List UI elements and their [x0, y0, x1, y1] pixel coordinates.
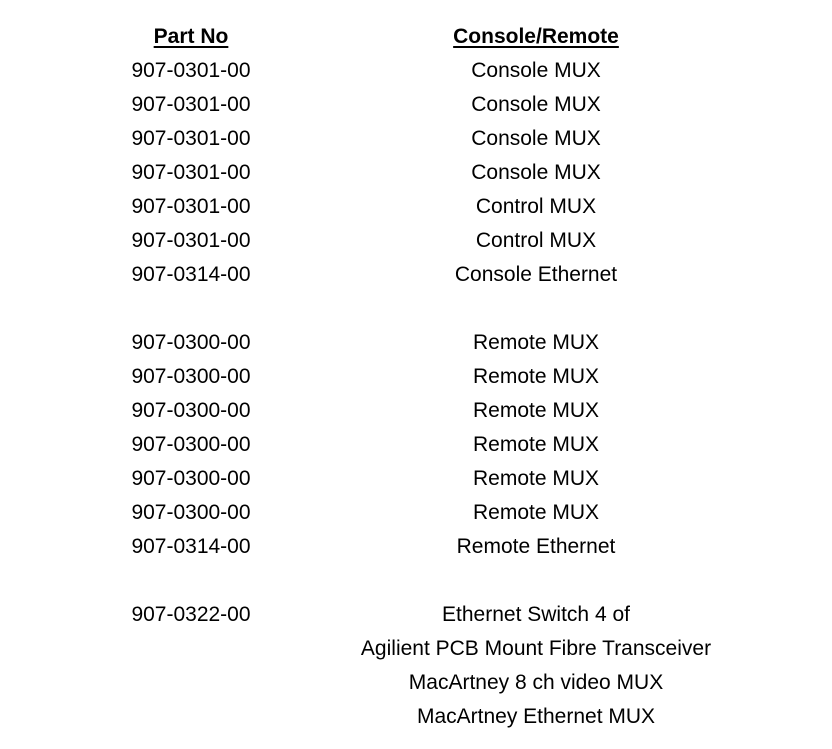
description-cell: Remote MUX: [472, 365, 600, 388]
part-number-cell: 907-0301-00: [131, 195, 251, 218]
part-number-cell: 907-0300-00: [131, 501, 251, 524]
part-number-cell: 907-0300-00: [131, 365, 251, 388]
description-cell: Control MUX: [475, 195, 597, 218]
table-row-blank: [0, 292, 832, 326]
table-row: [0, 156, 832, 190]
table-row: [0, 394, 832, 428]
description-cell: MacArtney Ethernet MUX: [416, 705, 656, 728]
description-cell: Console MUX: [471, 93, 601, 116]
table-row: [0, 88, 832, 122]
description-cell: Remote MUX: [472, 433, 600, 456]
description-cell: Ethernet Switch 4 of: [442, 603, 630, 626]
table-row-blank: [0, 564, 832, 598]
part-number-cell: 907-0322-00: [131, 603, 251, 626]
table-row: [0, 360, 832, 394]
description-cell: Console MUX: [471, 127, 601, 150]
description-cell: Remote MUX: [472, 501, 600, 524]
table-row: [0, 632, 832, 666]
description-cell: Remote MUX: [472, 467, 600, 490]
part-number-cell: 907-0301-00: [131, 93, 251, 116]
table-row: [0, 122, 832, 156]
table-row: [0, 224, 832, 258]
part-number-cell: 907-0300-00: [131, 399, 251, 422]
table-row: [0, 666, 832, 700]
part-number-cell: 907-0314-00: [131, 263, 251, 286]
description-cell: Remote Ethernet: [456, 535, 616, 558]
parts-table: [0, 20, 832, 734]
table-row: [0, 258, 832, 292]
header-part-no: Part No: [153, 25, 229, 48]
table-row: [0, 428, 832, 462]
part-number-cell: 907-0300-00: [131, 467, 251, 490]
table-row: [0, 530, 832, 564]
table-header-row: [0, 20, 832, 54]
description-cell: Control MUX: [475, 229, 597, 252]
table-row: [0, 54, 832, 88]
description-cell: Console Ethernet: [454, 263, 618, 286]
part-number-cell: 907-0301-00: [131, 59, 251, 82]
description-cell: Agilient PCB Mount Fibre Transceiver: [360, 637, 712, 660]
table-row: [0, 462, 832, 496]
description-cell: Remote MUX: [472, 331, 600, 354]
table-row: [0, 190, 832, 224]
table-row: [0, 496, 832, 530]
part-number-cell: 907-0301-00: [131, 127, 251, 150]
part-number-cell: 907-0301-00: [131, 161, 251, 184]
table-row: [0, 598, 832, 632]
description-cell: Remote MUX: [472, 399, 600, 422]
part-number-cell: 907-0314-00: [131, 535, 251, 558]
part-number-cell: 907-0301-00: [131, 229, 251, 252]
table-row: [0, 326, 832, 360]
description-cell: Console MUX: [471, 161, 601, 184]
table-row: [0, 700, 832, 734]
description-cell: MacArtney 8 ch video MUX: [408, 671, 664, 694]
header-console-remote: Console/Remote: [453, 25, 619, 48]
part-number-cell: 907-0300-00: [131, 331, 251, 354]
description-cell: Console MUX: [471, 59, 601, 82]
part-number-cell: 907-0300-00: [131, 433, 251, 456]
